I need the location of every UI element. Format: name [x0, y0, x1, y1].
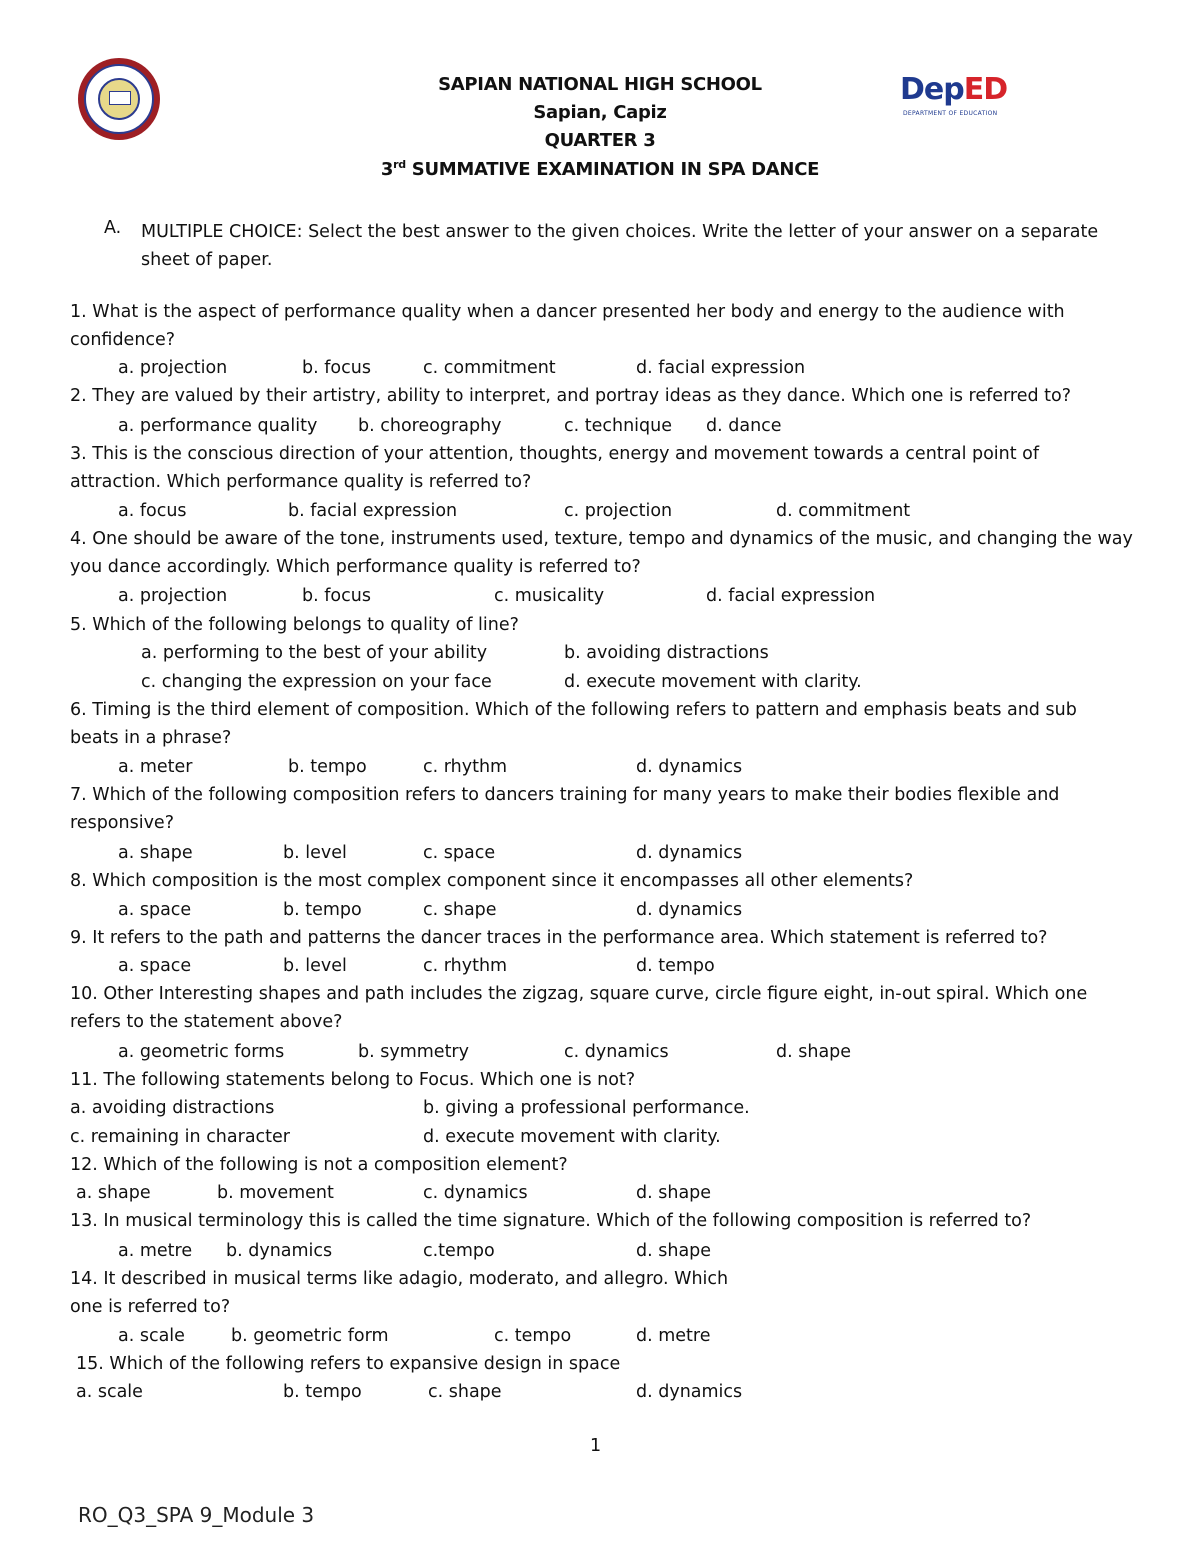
answer-choice: a. scale [76, 1382, 143, 1402]
answer-choice: c. commitment [423, 358, 556, 378]
question-text: refers to the statement above? [70, 1012, 343, 1032]
answer-choice: c. changing the expression on your face [141, 672, 492, 692]
answer-choice: b. level [283, 956, 347, 976]
answer-choice: c. musicality [494, 586, 605, 606]
answer-choice: c. shape [423, 900, 497, 920]
answer-choice: d. dynamics [636, 757, 743, 777]
answer-choice: a. metre [118, 1241, 193, 1261]
answer-choice: a. projection [118, 358, 228, 378]
deped-logo [900, 72, 1010, 120]
answer-choice: d. metre [636, 1326, 711, 1346]
answer-choice: b. avoiding distractions [564, 643, 769, 663]
answer-choice: d. commitment [776, 501, 911, 521]
school-location: Sapian, Capiz [533, 102, 667, 123]
answer-choice: d. shape [776, 1042, 852, 1062]
answer-choice: a. performance quality [118, 416, 318, 436]
answer-choice: b. movement [217, 1183, 334, 1203]
answer-choice: a. geometric forms [118, 1042, 285, 1062]
answer-choice: b. facial expression [288, 501, 458, 521]
question-text: 10. Other Interesting shapes and path includes the zigzag, square curve, circle figure eight, in-out spiral. Which one [70, 984, 1088, 1004]
answer-choice: b. focus [302, 358, 371, 378]
answer-choice: d. execute movement with clarity. [564, 672, 862, 692]
question-text: 15. Which of the following refers to expansive design in space [76, 1354, 621, 1374]
section-instructions: MULTIPLE CHOICE: Select the best answer to the given choices. Write the letter of your answer on a separate sheet of paper. [141, 222, 1099, 270]
question-text: 13. In musical terminology this is called the time signature. Which of the following composition is referred to? [70, 1211, 1032, 1231]
quarter-label: QUARTER 3 [544, 130, 656, 151]
answer-choice: b. choreography [358, 416, 502, 436]
answer-choice: a. avoiding distractions [70, 1098, 275, 1118]
seal-book-icon [109, 91, 131, 105]
answer-choice: c. dynamics [423, 1183, 528, 1203]
answer-choice: d. dynamics [636, 1382, 743, 1402]
answer-choice: d. facial expression [636, 358, 806, 378]
deped-logo-wordmark: DepED [900, 72, 1008, 107]
answer-choice: c. rhythm [423, 757, 508, 777]
answer-choice: b. symmetry [358, 1042, 469, 1062]
answer-choice: d. dynamics [636, 900, 743, 920]
answer-choice: b. dynamics [226, 1241, 333, 1261]
answer-choice: c. tempo [494, 1326, 572, 1346]
answer-choice: a. shape [118, 843, 193, 863]
answer-choice: c. technique [564, 416, 673, 436]
footer-module-code: RO_Q3_SPA 9_Module 3 [78, 1503, 315, 1527]
answer-choice: b. level [283, 843, 347, 863]
question-text: you dance accordingly. Which performance quality is referred to? [70, 557, 641, 577]
question-text: attraction. Which performance quality is referred to? [70, 472, 532, 492]
question-text: 12. Which of the following is not a composition element? [70, 1155, 568, 1175]
answer-choice: c. projection [564, 501, 673, 521]
answer-choice: c. rhythm [423, 956, 508, 976]
answer-choice: b. geometric form [231, 1326, 389, 1346]
school-name: SAPIAN NATIONAL HIGH SCHOOL [438, 74, 762, 95]
question-text: beats in a phrase? [70, 728, 232, 748]
answer-choice: b. focus [302, 586, 371, 606]
answer-choice: c. remaining in character [70, 1127, 290, 1147]
answer-choice: b. tempo [283, 1382, 362, 1402]
answer-choice: b. tempo [288, 757, 367, 777]
question-text: 8. Which composition is the most complex component since it encompasses all other elements? [70, 871, 914, 891]
answer-choice: a. focus [118, 501, 187, 521]
answer-choice: d. facial expression [706, 586, 876, 606]
answer-choice: b. giving a professional performance. [423, 1098, 750, 1118]
exam-title: 3rd SUMMATIVE EXAMINATION IN SPA DANCE [380, 158, 820, 180]
question-text: 1. What is the aspect of performance quality when a dancer presented her body and energy to the audience with [70, 302, 1065, 322]
answer-choice: a. space [118, 956, 192, 976]
question-text: 3. This is the conscious direction of your attention, thoughts, energy and movement towards a central point of [70, 444, 1040, 464]
answer-choice: d. tempo [636, 956, 715, 976]
answer-choice: b. tempo [283, 900, 362, 920]
section-letter: A. [104, 218, 122, 238]
question-text: 9. It refers to the path and patterns the dancer traces in the performance area. Which statement is referred to? [70, 928, 1048, 948]
deped-logo-subtitle: DEPARTMENT OF EDUCATION [903, 110, 998, 117]
question-text: one is referred to? [70, 1297, 231, 1317]
answer-choice: c. dynamics [564, 1042, 669, 1062]
answer-choice: d. dynamics [636, 843, 743, 863]
answer-choice: c. space [423, 843, 496, 863]
answer-choice: a. meter [118, 757, 193, 777]
answer-choice: a. shape [76, 1183, 151, 1203]
answer-choice: d. dance [706, 416, 782, 436]
answer-choice: c.tempo [423, 1241, 495, 1261]
question-text: 11. The following statements belong to Focus. Which one is not? [70, 1070, 636, 1090]
school-seal-logo [78, 58, 160, 140]
answer-choice: a. space [118, 900, 192, 920]
question-text: confidence? [70, 330, 176, 350]
answer-choice: a. performing to the best of your ability [141, 643, 488, 663]
question-text: 7. Which of the following composition refers to dancers training for many years to make their bodies flexible and [70, 785, 1060, 805]
question-text: 2. They are valued by their artistry, ability to interpret, and portray ideas as they dance. Which one is referred to? [70, 386, 1072, 406]
question-text: 5. Which of the following belongs to quality of line? [70, 615, 519, 635]
answer-choice: c. shape [428, 1382, 502, 1402]
answer-choice: d. shape [636, 1241, 712, 1261]
answer-choice: a. projection [118, 586, 228, 606]
question-text: responsive? [70, 813, 174, 833]
page-number: 1 [590, 1436, 602, 1456]
answer-choice: a. scale [118, 1326, 185, 1346]
answer-choice: d. shape [636, 1183, 712, 1203]
question-text: 4. One should be aware of the tone, instruments used, texture, tempo and dynamics of the music, and changing the way [70, 529, 1133, 549]
question-text: 6. Timing is the third element of composition. Which of the following refers to pattern and emphasis beats and sub [70, 700, 1077, 720]
answer-choice: d. execute movement with clarity. [423, 1127, 721, 1147]
question-text: 14. It described in musical terms like adagio, moderato, and allegro. Which [70, 1269, 729, 1289]
